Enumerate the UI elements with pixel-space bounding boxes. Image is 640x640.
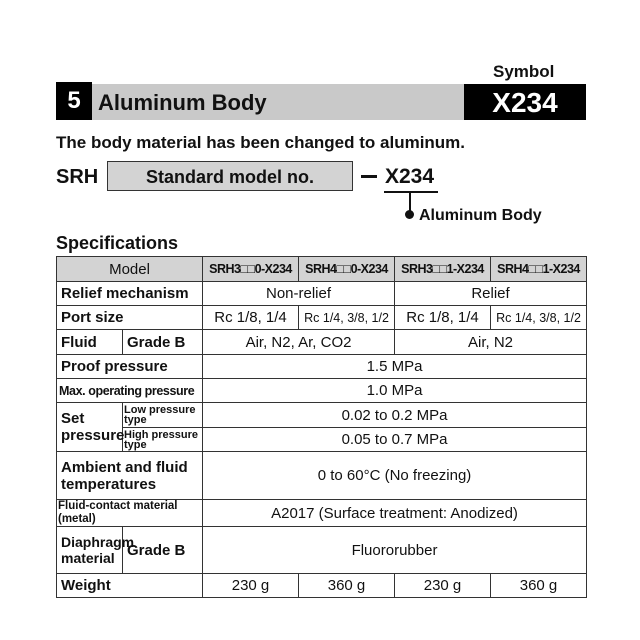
- symbol-code: X234: [464, 84, 586, 120]
- table-row: [57, 403, 587, 428]
- model-column-3: SRH3□□1-X234: [395, 257, 491, 282]
- max-operating-pressure-value: 1.0 MPa: [203, 379, 587, 403]
- suffix-note: Aluminum Body: [419, 207, 542, 224]
- table-row: [57, 355, 587, 379]
- suffix-leader-dot: [405, 210, 414, 219]
- fluid-label: Fluid: [57, 330, 123, 355]
- set-pressure-label: Set pressure: [57, 403, 123, 452]
- relief-value-non-relief: Non-relief: [203, 282, 395, 306]
- model-suffix: X234: [385, 165, 435, 188]
- model-header: Model: [57, 257, 203, 282]
- specifications-title: Specifications: [56, 233, 179, 253]
- standard-model-box: Standard model no.: [107, 161, 353, 191]
- set-low-value: 0.02 to 0.2 MPa: [203, 403, 587, 428]
- set-high-label: High pressure type: [123, 428, 203, 452]
- diaphragm-material-label: Diaphragm material: [57, 527, 123, 574]
- ambient-temperature-label: Ambient and fluid temperatures: [57, 452, 203, 500]
- port-size-value: Rc 1/8, 1/4: [395, 306, 491, 330]
- model-column-1: SRH3□□0-X234: [203, 257, 299, 282]
- model-column-4: SRH4□□1-X234: [491, 257, 587, 282]
- table-row: [57, 330, 587, 355]
- proof-pressure-label: Proof pressure: [57, 355, 203, 379]
- proof-pressure-value: 1.5 MPa: [203, 355, 587, 379]
- table-row: [57, 527, 587, 574]
- table-row: [57, 282, 587, 306]
- diaphragm-grade: Grade B: [123, 527, 203, 574]
- table-row: [57, 306, 587, 330]
- port-size-value: Rc 1/4, 3/8, 1/2: [299, 306, 395, 330]
- table-row: [57, 428, 587, 452]
- fluid-grade: Grade B: [123, 330, 203, 355]
- ambient-temperature-value: 0 to 60°C (No freezing): [203, 452, 587, 500]
- weight-value: 230 g: [203, 574, 299, 598]
- fluid-value-nonrelief: Air, N2, Ar, CO2: [203, 330, 395, 355]
- table-row: [57, 452, 587, 500]
- weight-label: Weight: [57, 574, 203, 598]
- table-row: [57, 379, 587, 403]
- symbol-label: Symbol: [493, 62, 555, 81]
- set-high-value: 0.05 to 0.7 MPa: [203, 428, 587, 452]
- port-size-label: Port size: [57, 306, 203, 330]
- weight-value: 360 g: [491, 574, 587, 598]
- fluid-contact-material-label: Fluid-contact material (metal): [57, 500, 203, 527]
- weight-value: 230 g: [395, 574, 491, 598]
- description: The body material has been changed to aluminum.: [56, 133, 466, 152]
- table-row: [57, 574, 587, 598]
- table-row: [57, 500, 587, 527]
- diaphragm-material-value: Fluororubber: [203, 527, 587, 574]
- fluid-contact-material-value: A2017 (Surface treatment: Anodized): [203, 500, 587, 527]
- weight-value: 360 g: [299, 574, 395, 598]
- suffix-underline: [384, 191, 438, 193]
- port-size-value: Rc 1/4, 3/8, 1/2: [491, 306, 587, 330]
- set-low-label: Low pressure type: [123, 403, 203, 428]
- fluid-value-relief: Air, N2: [395, 330, 587, 355]
- section-title: Aluminum Body: [98, 90, 267, 115]
- model-prefix: SRH: [56, 166, 99, 188]
- model-column-2: SRH4□□0-X234: [299, 257, 395, 282]
- relief-label: Relief mechanism: [57, 282, 203, 306]
- relief-value-relief: Relief: [395, 282, 587, 306]
- model-dash: [361, 175, 377, 178]
- max-operating-pressure-label: Max. operating pressure: [57, 379, 203, 403]
- specifications-table: [56, 256, 587, 598]
- port-size-value: Rc 1/8, 1/4: [203, 306, 299, 330]
- section-number: 5: [56, 82, 92, 120]
- table-header-row: [57, 257, 587, 282]
